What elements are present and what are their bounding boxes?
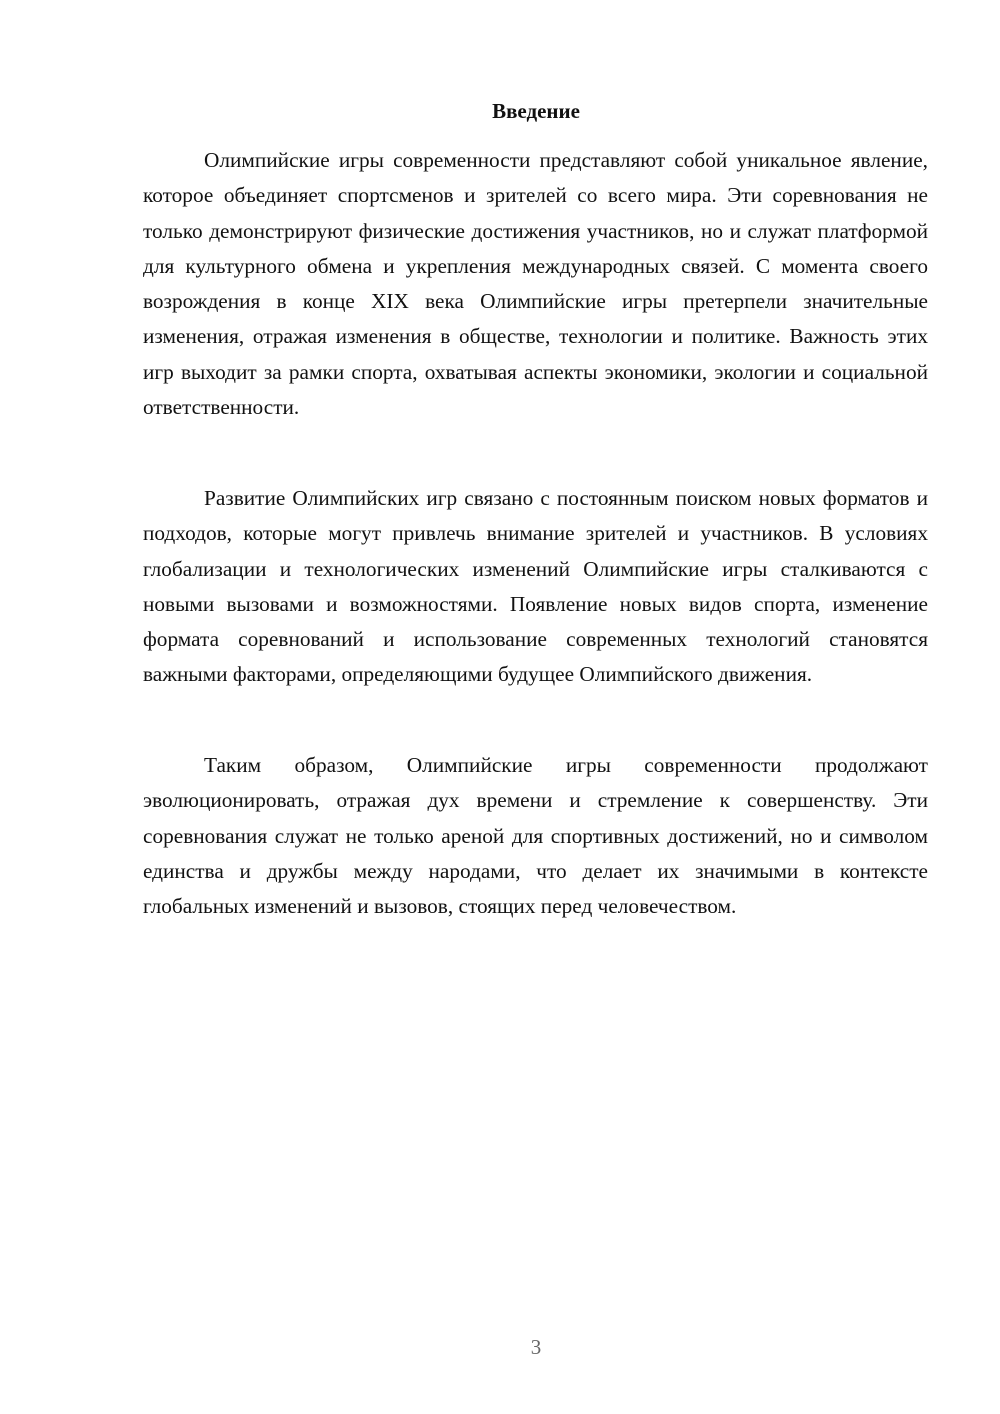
paragraph-development: Развитие Олимпийских игр связано с постоянным поиском новых форматов и подходов, которые могут привлечь внимание зрителей и участников. В условиях глобализации и технологических изменений Олимпийские игры сталкиваются с новыми вызовами и возможностями. Появление новых видов спорта, изменение формата соревнований и использование современных технологий становятся важными факторами, определяющими будущее Олимпийского движения. <box>143 486 928 687</box>
page-number: 3 <box>530 1335 542 1359</box>
page-title: Введение <box>492 99 580 123</box>
paragraph-introduction: Олимпийские игры современности представляют собой уникальное явление, которое объединяет спортсменов и зрителей со всего мира. Эти соревнования не только демонстрируют физические достижения участников, но и служат платформой для культурного обмена и укрепления международных связей. С момента своего возрождения в конце XIX века Олимпийские игры претерпели значительные изменения, отражая изменения в обществе, технологии и политике. Важность этих игр выходит за рамки спорта, охватывая аспекты экономики, экологии и социальной ответственности. <box>143 148 928 420</box>
paragraph-conclusion: Таким образом, Олимпийские игры современности продолжают эволюционировать, отражая дух времени и стремление к совершенству. Эти соревнования служат не только ареной для спортивных достижений, но и символом единства и дружбы между народами, что делает их значимыми в контексте глобальных изменений и вызовов, стоящих перед человечеством. <box>143 753 928 919</box>
